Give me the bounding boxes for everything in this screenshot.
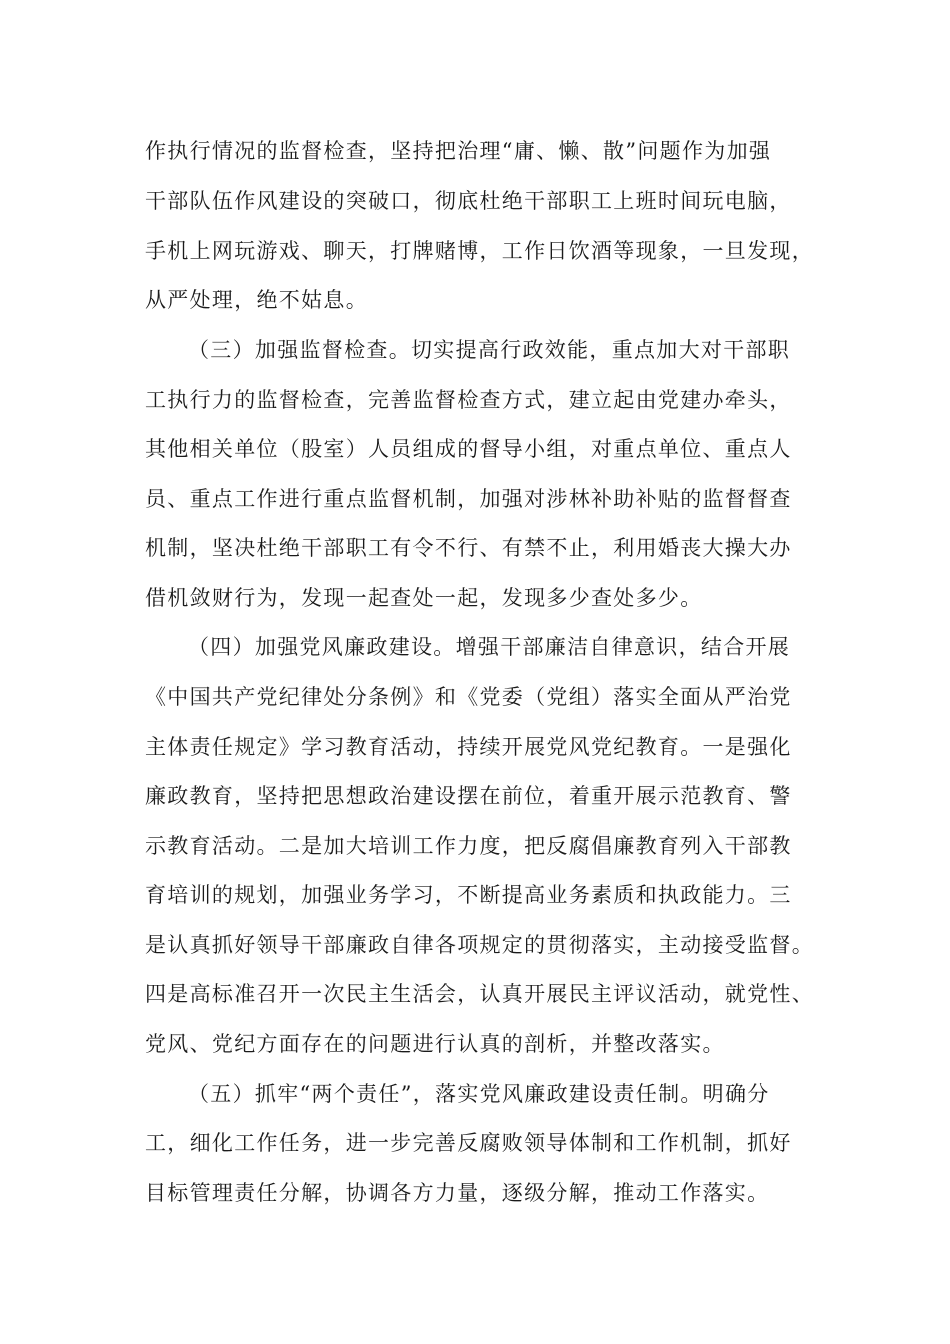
text-line: 干部队伍作风建设的突破口，彻底杜绝干部职工上班时间玩电脑，	[145, 189, 792, 213]
text-line: 借机敛财行为，发现一起查处一起，发现多少查处多少。	[145, 586, 703, 610]
text-line: 其他相关单位（股室）人员组成的督导小组，对重点单位、重点人	[145, 437, 792, 461]
text-line: 党风、党纪方面存在的问题进行认真的剖析，并整改落实。	[145, 1032, 725, 1056]
text-line: 四是高标准召开一次民主生活会，认真开展民主评议活动，就党性、	[145, 982, 814, 1006]
text-line: 廉政教育，坚持把思想政治建设摆在前位，着重开展示范教育、警	[145, 784, 792, 808]
text-line: 从严处理，绝不姑息。	[145, 288, 368, 312]
text-line: 作执行情况的监督检查，坚持把治理“庸、懒、散”问题作为加强	[145, 139, 772, 163]
text-line: 工，细化工作任务，进一步完善反腐败领导体制和工作机制，抓好	[145, 1131, 792, 1155]
section-five-heading-line: （五）抓牢“两个责任”，落实党风廉政建设责任制。明确分	[188, 1082, 770, 1106]
text-line: 手机上网玩游戏、聊天，打牌赌博，工作日饮酒等现象，一旦发现，	[145, 239, 814, 263]
text-line: 员、重点工作进行重点监督机制，加强对涉林补助补贴的监督督查	[145, 487, 792, 511]
text-line: 《中国共产党纪律处分条例》和《党委（党组）落实全面从严治党	[145, 685, 792, 709]
text-line: 主体责任规定》学习教育活动，持续开展党风党纪教育。一是强化	[145, 735, 792, 759]
section-three-heading-line: （三）加强监督检查。切实提高行政效能，重点加大对干部职	[188, 338, 791, 362]
text-line: 示教育活动。二是加大培训工作力度，把反腐倡廉教育列入干部教	[145, 834, 792, 858]
text-line: 机制，坚决杜绝干部职工有令不行、有禁不止，利用婚丧大操大办	[145, 536, 792, 560]
text-line: 是认真抓好领导干部廉政自律各项规定的贯彻落实，主动接受监督。	[145, 933, 814, 957]
text-line: 目标管理责任分解，协调各方力量，逐级分解，推动工作落实。	[145, 1181, 770, 1205]
text-line: 工执行力的监督检查，完善监督检查方式，建立起由党建办牵头，	[145, 388, 792, 412]
text-line: 育培训的规划，加强业务学习，不断提高业务素质和执政能力。三	[145, 883, 792, 907]
section-four-heading-line: （四）加强党风廉政建设。增强干部廉洁自律意识，结合开展	[188, 635, 791, 659]
